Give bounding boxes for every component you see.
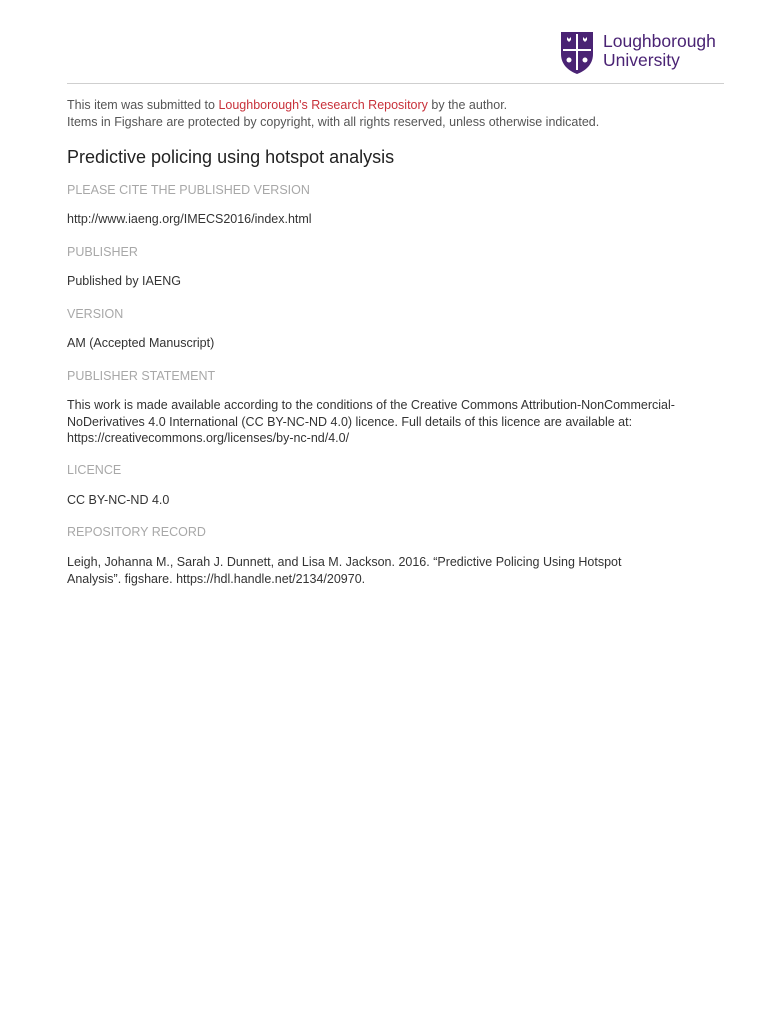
- record-label: REPOSITORY RECORD: [67, 525, 206, 539]
- intro-text: [67, 97, 599, 131]
- university-name-line1: Loughborough: [603, 31, 716, 51]
- version-label: VERSION: [67, 307, 124, 321]
- version-value: AM (Accepted Manuscript): [67, 336, 215, 350]
- university-crest-icon: [561, 32, 593, 74]
- repository-link[interactable]: Loughborough's Research Repository: [218, 98, 428, 112]
- statement-label: PUBLISHER STATEMENT: [67, 369, 216, 383]
- intro-line1-prefix: This item was submitted to: [67, 98, 219, 112]
- university-logo: [561, 32, 731, 74]
- intro-line2: Items in Figshare are protected by copyright, with all rights reserved, unless otherwise indicated.: [67, 115, 600, 129]
- university-name: [603, 32, 716, 70]
- licence-label: LICENCE: [67, 463, 122, 477]
- header-divider: [67, 83, 724, 84]
- publisher-value: Published by IAENG: [67, 274, 181, 288]
- cite-link[interactable]: http://www.iaeng.org/IMECS2016/index.html: [67, 212, 312, 226]
- university-name-line2: University: [603, 50, 680, 70]
- record-line1: Leigh, Johanna M., Sarah J. Dunnett, and Lisa M. Jackson. 2016. “Predictive Policing Using Hotspot: [67, 555, 622, 569]
- record-value: [67, 554, 621, 587]
- intro-line1-suffix: by the author.: [427, 98, 508, 112]
- statement-value: [67, 397, 675, 447]
- statement-line1: This work is made available according to the conditions of the Creative Commons Attribution-NonCommercial-: [67, 398, 675, 412]
- page-title: Predictive policing using hotspot analysis: [67, 147, 395, 167]
- statement-line3: https://creativecommons.org/licenses/by-nc-nd/4.0/: [67, 431, 350, 445]
- cite-label: PLEASE CITE THE PUBLISHED VERSION: [67, 183, 310, 197]
- intro-line1: [67, 97, 599, 114]
- publisher-label: PUBLISHER: [67, 245, 138, 259]
- record-line2: Analysis”. figshare. https://hdl.handle.net/2134/20970.: [67, 571, 366, 586]
- statement-line2: NoDerivatives 4.0 International (CC BY-NC-ND 4.0) licence. Full details of this licence are available at:: [67, 414, 633, 429]
- licence-value: CC BY-NC-ND 4.0: [67, 493, 170, 507]
